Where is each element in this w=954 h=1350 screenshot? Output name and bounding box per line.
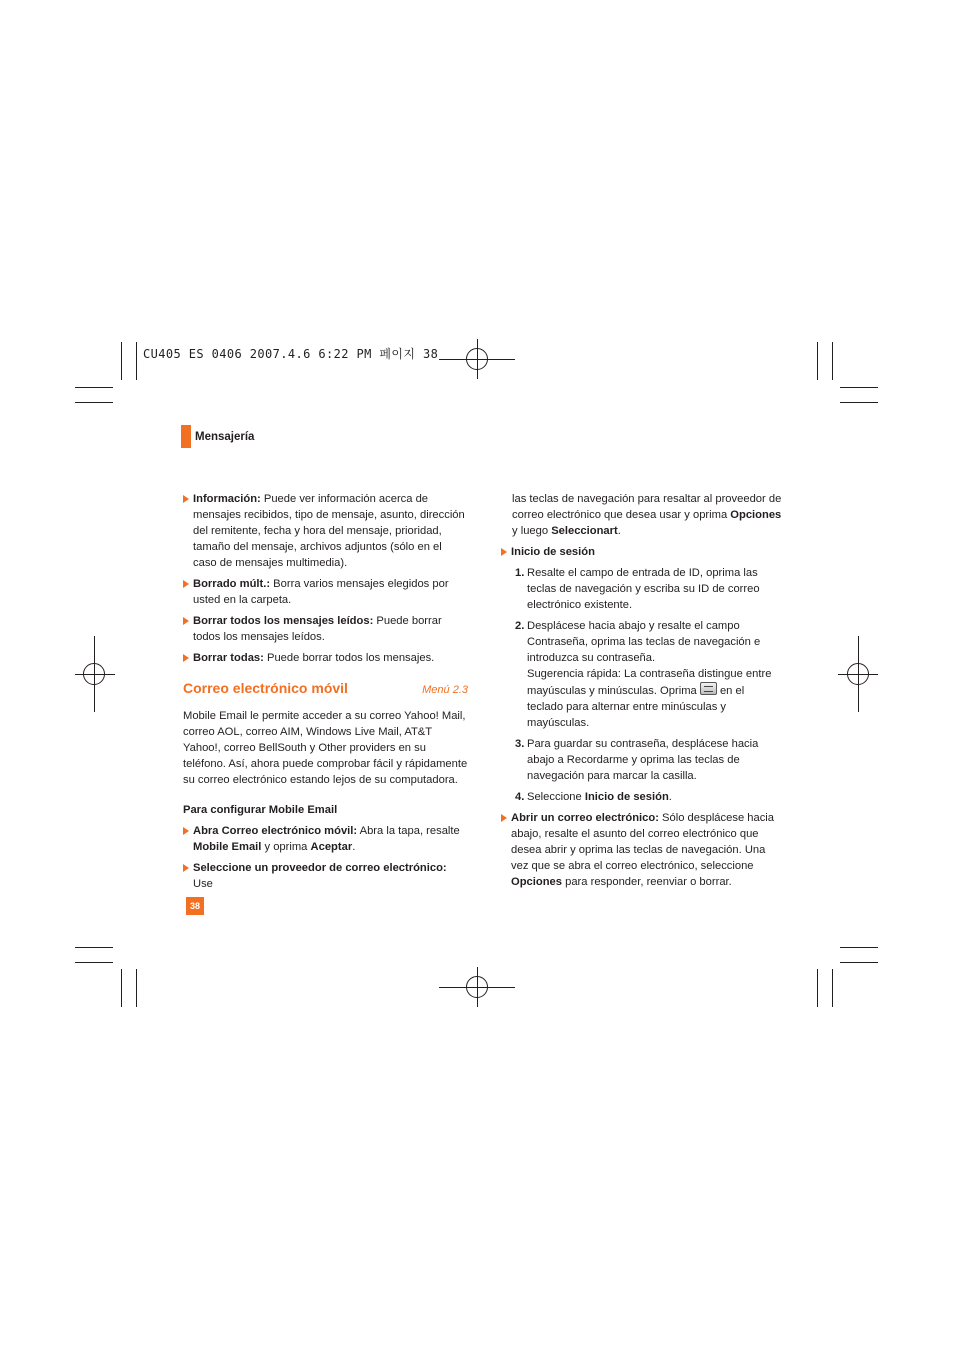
bullet-arrow-icon	[183, 864, 189, 872]
list-item: Borrar todos los mensajes leídos: Puede borrar todos los mensajes leídos.	[183, 613, 468, 645]
right-column	[501, 491, 783, 895]
page-number-badge: 38	[186, 897, 204, 915]
list-item: Abra Correo electrónico móvil: Abra la tapa, resalte Mobile Email y oprima Aceptar.	[183, 823, 468, 855]
step-item: 1. Resalte el campo de entrada de ID, oprima las teclas de navegación y escriba su ID de correo electrónico existente.	[515, 567, 760, 611]
bullet-arrow-icon	[183, 654, 189, 662]
heading-title: Correo electrónico móvil	[183, 680, 348, 696]
shift-key-icon	[700, 682, 717, 695]
bullet-arrow-icon	[183, 617, 189, 625]
subheading: Para configurar Mobile Email	[183, 804, 338, 816]
step-item: 3. Para guardar su contraseña, desplácese hacia abajo a Recordarme y oprima las teclas de navegación para marcar la casilla.	[515, 738, 759, 782]
bullet-arrow-icon	[501, 548, 507, 556]
quick-tip: Sugerencia rápida: La contraseña distingue entre mayúsculas y minúsculas. Oprima en el teclado para alternar entre minúsculas y mayúsculas.	[527, 668, 772, 729]
menu-reference: Menú 2.3	[422, 684, 468, 696]
bullet-arrow-icon	[183, 827, 189, 835]
bullet-arrow-icon	[183, 495, 189, 503]
step-item: 4. Seleccione Inicio de sesión.	[515, 791, 672, 803]
section-marker	[181, 425, 191, 448]
bullet-arrow-icon	[501, 814, 507, 822]
step-item: 2. Desplácese hacia abajo y resalte el campo Contraseña, oprima las teclas de navegación e introduzca su contraseña. Sugerencia rápida: La contraseña distingue entre mayúsculas y minúsculas. Oprima en el teclado para alternar entre minúsculas y mayúsculas.	[501, 618, 783, 731]
list-item: Borrar todas: Puede borrar todos los mensajes.	[183, 650, 468, 666]
left-column	[183, 491, 468, 897]
continued-paragraph: las teclas de navegación para resaltar al proveedor de correo electrónico que desea usar y oprima Opciones y luego Seleccionart.	[512, 493, 782, 537]
bullet-arrow-icon	[183, 580, 189, 588]
list-item: Inicio de sesión	[501, 544, 783, 560]
list-item: Información: Puede ver información acerca de mensajes recibidos, tipo de mensaje, asunto, dirección del remitente, fecha y hora del mensaje, prioridad, tamaño del mensaje, archivos adjuntos (sólo en el caso de mensajes multimedia).	[183, 491, 468, 571]
intro-paragraph: Mobile Email le permite acceder a su correo Yahoo! Mail, correo AOL, correo AIM, Windows Live Mail, AT&T Yahoo!, correo BellSouth y Other providers en su teléfono. Así, ahora puede comprobar fácil y rápidamente su correo electrónico estando lejos de su computadora.	[183, 710, 468, 786]
list-item: Abrir un correo electrónico: Sólo desplácese hacia abajo, resalte el asunto del correo electrónico que desea abrir y oprima las teclas de navegación. Una vez que se abra el correo electrónico, seleccione Opciones para responder, reenviar o borrar.	[501, 810, 783, 890]
section-title: Mensajería	[195, 431, 255, 443]
print-slug: CU405 ES 0406 2007.4.6 6:22 PM 페이지 38	[143, 347, 439, 361]
list-item: Seleccione un proveedor de correo electrónico: Use	[183, 860, 468, 892]
list-item: Borrado múlt.: Borra varios mensajes elegidos por usted en la carpeta.	[183, 576, 468, 608]
section-heading	[183, 680, 468, 698]
